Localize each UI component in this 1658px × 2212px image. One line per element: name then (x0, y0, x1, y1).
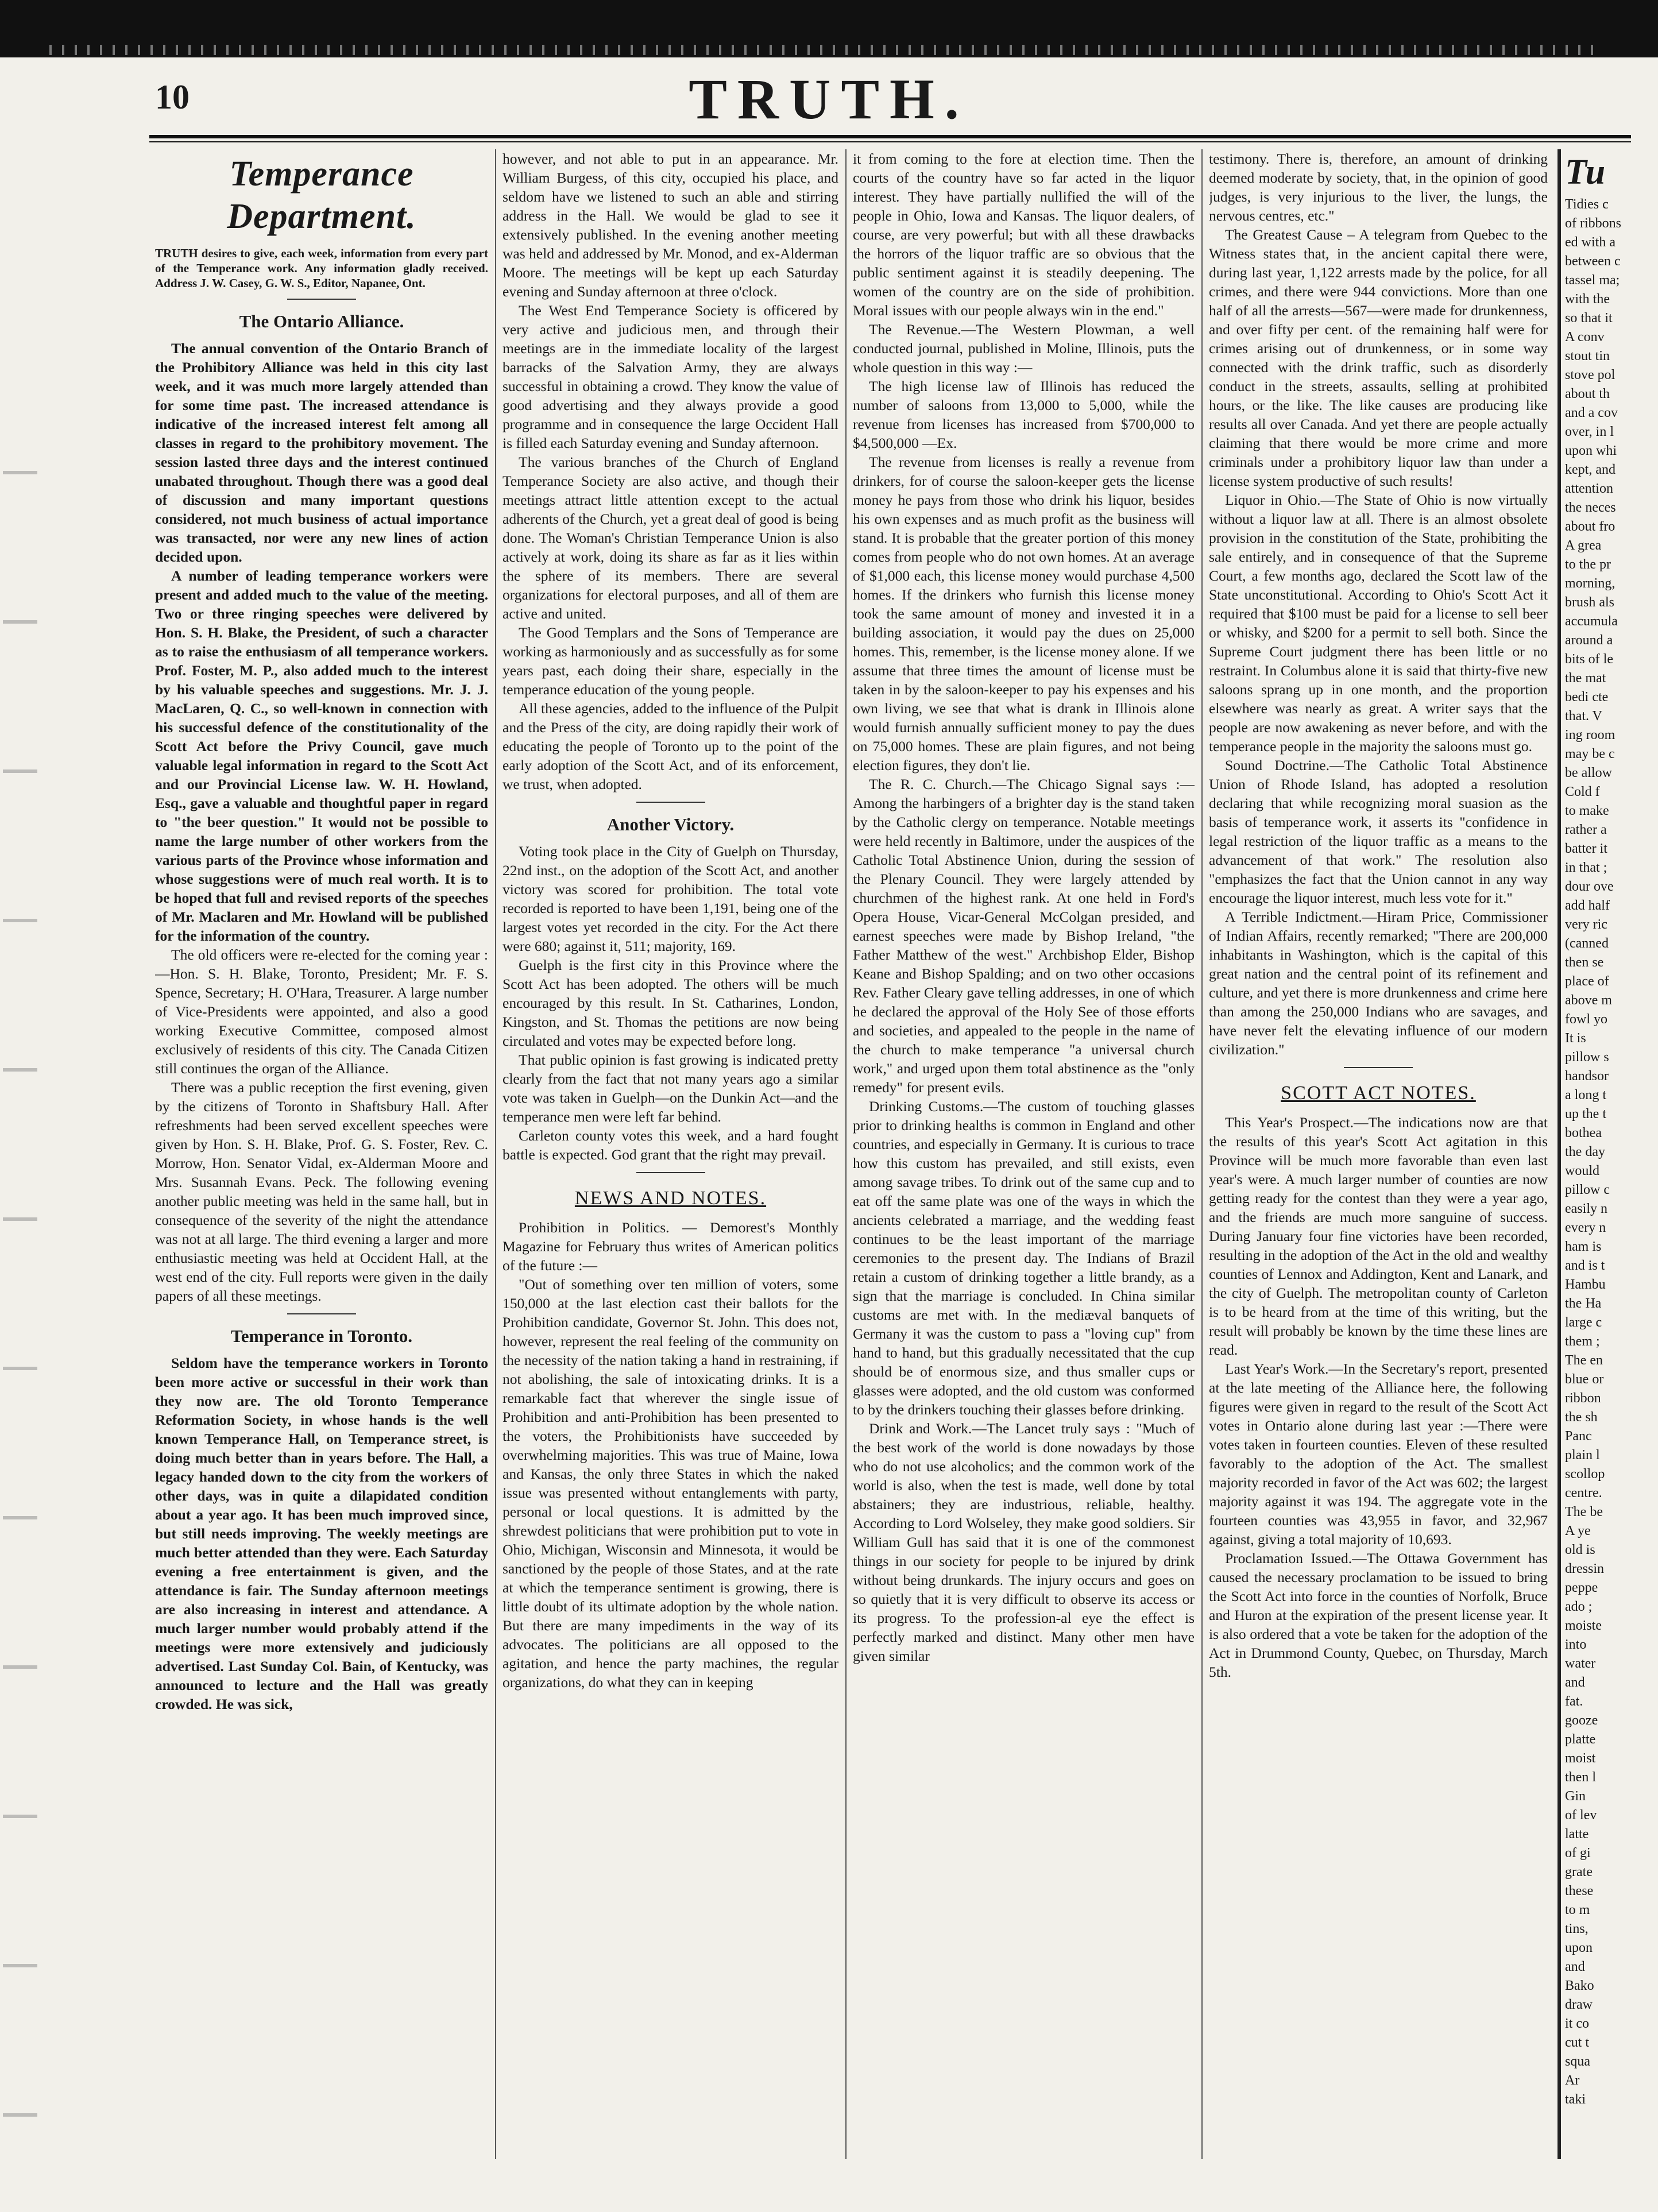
cutoff-line-fragment: add half (1565, 898, 1610, 913)
cutoff-line-fragment: with the (1565, 292, 1610, 307)
cutoff-line-fragment: then l (1565, 1770, 1596, 1785)
cutoff-line-fragment: bits of le (1565, 652, 1613, 667)
cutoff-line-fragment: bedi cte (1565, 690, 1609, 705)
column-divider (1201, 149, 1203, 2159)
cutoff-line-fragment: pillow c (1565, 1182, 1610, 1197)
paragraph: The Greatest Cause – A telegram from Quebec to the Witness states that, in the ancient capital there were, during last year, 1,122 arrests made by the police, for all crimes, and there were 944 convictions. More than one half of all the arrests—567—were made for drunkenness, and over fifty per cent. of the remaining half were for crimes arising out of drunkenness, or in some way connected with the drink traffic, such as disorderly conduct in the streets, assaults, selling at prohibited hours, or the like. The like causes are producing like results all over Canada. And yet there are people actually claiming that there would be more crime and more criminals under a prohibitory liquor law than under a license system productive of such results! (1209, 226, 1548, 489)
cutoff-line-fragment: taki (1565, 2092, 1586, 2107)
cutoff-line-fragment: fat. (1565, 1694, 1583, 1709)
cutoff-line-fragment: The en (1565, 1353, 1603, 1368)
cutoff-line-fragment: to make (1565, 803, 1609, 818)
paragraph: A number of leading temperance workers were present and added much to the value of the meeting. Two or three ringing speeches were delivered by Hon. S. H. Blake, the President, of such a character as to raise the enthusiasm of all temperance workers. Prof. Foster, M. P., also added much to the interest by his valuable speeches and suggestions. Mr. J. J. MacLaren, Q. C., so well-known in connection with his successful defence of the constitutionality of the Scott Act before the Privy Council, gave much valuable legal information in regard to the Scott Act and our Provincial License law. W. H. Howland, Esq., gave a valuable and thoughtful paper in regard to "the beer question." It would not be possible to name the large number of other workers from the various parts of the Province whose information and whose suggestions were of much real worth. It is to be hoped that full and revised reports of the speeches of Mr. Maclaren and Mr. Howland will be published for the information of the country. (155, 567, 488, 944)
page-number: 10 (155, 78, 190, 116)
paragraph: testimony. There is, therefore, an amount of drinking deemed moderate by society, that, in the opinion of good judges, is very injurious to the liver, the lungs, the nervous centres, etc." (1209, 150, 1548, 224)
cutoff-line-fragment: peppe (1565, 1580, 1598, 1595)
cutoff-line-fragment: gooze (1565, 1713, 1598, 1728)
cutoff-line-fragment: upon whi (1565, 443, 1617, 458)
cutoff-line-fragment: brush als (1565, 595, 1614, 610)
cutoff-heading-fragment: Tu (1565, 153, 1606, 192)
cutoff-line-fragment: dour ove (1565, 879, 1614, 894)
section-heading (503, 1186, 838, 1211)
column-1 (155, 149, 488, 2165)
department-title: Temperance Department. (227, 154, 416, 236)
cutoff-line-fragment: of lev (1565, 1808, 1597, 1823)
cutoff-line-fragment: fowl yo (1565, 1012, 1607, 1027)
cutoff-line-fragment: these (1565, 1884, 1594, 1898)
cutoff-line-fragment: every n (1565, 1220, 1606, 1235)
separator (636, 802, 705, 803)
cutoff-line-fragment: Hambu (1565, 1277, 1606, 1292)
paragraph: The Revenue.—The Western Plowman, a well conducted journal, published in Moline, Illinois, puts the whole question in this way :— (853, 321, 1195, 376)
cutoff-line-fragment: latte (1565, 1827, 1589, 1842)
cutoff-line-fragment: squa (1565, 2054, 1590, 2069)
cutoff-line-fragment: would (1565, 1163, 1599, 1178)
column-2 (503, 149, 838, 2165)
cutoff-line-fragment: Bako (1565, 1978, 1594, 1993)
cutoff-line-fragment: stout tin (1565, 349, 1610, 363)
cutoff-line-fragment: Gin (1565, 1789, 1586, 1804)
cutoff-line-fragment: very ric (1565, 917, 1607, 932)
article-heading: The Ontario Alliance. (239, 311, 404, 331)
cutoff-line-fragment: then se (1565, 955, 1604, 970)
article-heading: Another Victory. (606, 814, 735, 834)
page-gutter-bar (1557, 149, 1561, 2159)
cutoff-line-fragment: above m (1565, 993, 1612, 1008)
paragraph: The annual convention of the Ontario Branch of the Prohibitory Alliance was held in this city last week, and it was much more largely attended than for some time past. The increased attendance is indicative of the increased interest felt among all classes in regard to the prohibitory movement. The session lasted three days and the interest continued unabated throughout. Though there was a good deal of discussion and many important questions considered, not much business of actual importance was transacted, nor were any new lines of action decided upon. (155, 340, 488, 565)
cutoff-line-fragment: pillow s (1565, 1050, 1609, 1065)
cutoff-line-fragment: morning, (1565, 576, 1616, 591)
cutoff-line-fragment: the neces (1565, 500, 1616, 515)
separator (287, 1313, 356, 1314)
masthead-title: TRUTH. (689, 67, 969, 131)
cutoff-line-fragment: that. V (1565, 709, 1602, 724)
cutoff-line-fragment: of ribbons (1565, 216, 1621, 231)
cutoff-line-fragment: kept, and (1565, 462, 1616, 477)
paragraph: The various branches of the Church of England Temperance Society are also active, and though their meetings attract little attention except to the actual adherents of the Church, yet a great deal of good is being done. The Woman's Christian Temperance Union is also actively at work, doing its share as far as it lies within the sphere of its members. There are several organizations for electoral purposes, and all of them are active and united. (503, 454, 838, 622)
separator (1344, 1067, 1413, 1068)
cutoff-line-fragment: A ye (1565, 1523, 1591, 1538)
cutoff-line-fragment: Panc (1565, 1429, 1592, 1444)
cutoff-line-fragment: to m (1565, 1902, 1590, 1917)
cutoff-line-fragment: of gi (1565, 1846, 1591, 1861)
paragraph: Last Year's Work.—In the Secretary's report, presented at the late meeting of the Alliance here, the following figures were given in regard to the result of the Scott Act votes in Ontario alone during last year :—There were votes taken in fourteen counties. Eleven of these resulted favorably to the adoption of the Act. The smallest majority recorded in favor of the Act was 602; the largest majority against it was 194. The aggregate vote in the fourteen counties was 43,955 in favor, and 32,967 against, giving a total majority of 10,693. (1209, 1360, 1548, 1548)
cutoff-line-fragment: A grea (1565, 538, 1602, 553)
section-heading (1209, 1081, 1548, 1106)
scan-left-edge (3, 402, 37, 2125)
cutoff-line-fragment: into (1565, 1637, 1587, 1652)
paragraph: Prohibition in Politics. — Demorest's Monthly Magazine for February thus writes of American politics of the future :— (503, 1219, 838, 1274)
cutoff-line-fragment: handsor (1565, 1069, 1609, 1084)
paragraph: All these agencies, added to the influence of the Pulpit and the Press of the city, are doing rapidly their work of educating the people of Toronto up to the point of the early adoption of the Scott Act, and of its enforcement, we trust, when adopted. (503, 700, 838, 792)
cutoff-line-fragment: ham is (1565, 1239, 1602, 1254)
cutoff-line-fragment: upon (1565, 1940, 1593, 1955)
paragraph: Drinking Customs.—The custom of touching glasses prior to drinking healths is common in England and other countries, and especially in Germany. It is curious to trace how this custom has prevailed, and still exists, even among savage tribes. To drink out of the same cup and to eat off the same plate was one of the ways in which the ancients celebrated a marriage, and the wedding feast continues to be the least important of the marriage ceremonies to the present day. The Indians of Brazil retain a custom of drinking together a little brandy, as a sign that the marriage is concluded. In China similar customs are met with. In the mediæval banquets of Germany it was the custom to pass a "loving cup" from hand to hand, but this gradually necessitated that the cup should be of enormous size, and thus smaller cups or glasses were adopted, and the old custom was conformed to by the drinkers touching their glasses before drinking. (853, 1098, 1195, 1418)
cutoff-line-fragment: (canned (1565, 936, 1609, 951)
cutoff-line-fragment: scollop (1565, 1467, 1605, 1482)
paragraph: however, and not able to put in an appearance. Mr. William Burgess, of this city, occupied his place, and seldom have we listened to such an able and stirring address in the Hall. We would be glad to see it extensively published. In the evening another meeting was held and addressed by Mr. Monod, and ex-Alderman Moore. The meetings will be kept up each Saturday evening and Sunday afternoon at three o'clock. (503, 150, 838, 300)
cutoff-line-fragment: the sh (1565, 1410, 1598, 1425)
cutoff-line-fragment: stove pol (1565, 368, 1616, 382)
cutoff-line-fragment: dressin (1565, 1561, 1604, 1576)
cutoff-line-fragment: cut t (1565, 2035, 1589, 2050)
cutoff-line-fragment: attention (1565, 481, 1613, 496)
cutoff-line-fragment: and a cov (1565, 405, 1618, 420)
column-4 (1209, 149, 1548, 2165)
scan-top-band (0, 0, 1658, 57)
paragraph: That public opinion is fast growing is indicated pretty clearly from the fact that not many years ago a similar vote was taken in Guelph—on the Dunkin Act—and the temperance men were left far behind. (503, 1051, 838, 1125)
paragraph: A Terrible Indictment.—Hiram Price, Commissioner of Indian Affairs, recently remarked; "There are 200,000 inhabitants in Washington, which is the capital of this great nation and the central point of its refinement and culture, and yet there is more drunkenness and crime here than among the 250,000 Indians who are savages, and have never felt the elevating influence of our modern civilization." (1209, 908, 1548, 1058)
cutoff-line-fragment: over, in l (1565, 424, 1614, 439)
paragraph: The revenue from licenses is really a revenue from drinkers, for of course the saloon-keeper gets the license money he pays from those who drink his liquor, besides his own expenses and as much profit as the business will stand. It is probable that the greater portion of this money comes from people who do not own homes. At an average of $1,000 each, this license money would purchase 4,500 homes. If the drinkers who furnish this license money took the same amount of money and invested it in a building association, it would pay the dues on 25,000 homes. This, remember, is the license money alone. If we assume that three times the amount of license must be taken in by the saloon-keeper to pay his expenses and his own living, we see that what is drank in Illinois alone would furnish annually sufficient money to pay the dues on 75,000 homes. These are plain figures, and not being election figures, they don't lie. (853, 454, 1195, 774)
column-3 (853, 149, 1195, 2165)
paragraph: The West End Temperance Society is officered by very active and judicious men, and through their meetings are in the immediate locality of the largest barracks of the Salvation Army, they are always successful in obtaining a crowd. They know the value of good advertising and they always provide a good programme and in consequence the large Occident Hall is filled each Saturday evening and Sunday afternoon. (503, 302, 838, 451)
cutoff-line-fragment: The be (1565, 1505, 1603, 1519)
cutoff-line-fragment: bothea (1565, 1126, 1602, 1140)
cutoff-line-fragment: large c (1565, 1315, 1602, 1330)
masthead-rule (149, 135, 1631, 138)
cutoff-line-fragment: centre. (1565, 1486, 1602, 1501)
cutoff-line-fragment: accumula (1565, 614, 1618, 629)
cutoff-line-fragment: the Ha (1565, 1296, 1602, 1311)
cutoff-line-fragment: moist (1565, 1751, 1596, 1766)
cutoff-line-fragment: old is (1565, 1542, 1595, 1557)
cutoff-line-fragment: It is (1565, 1031, 1586, 1046)
paragraph: Voting took place in the City of Guelph on Thursday, 22nd inst., on the adoption of the Scott Act, and another victory was scored for prohibition. The total vote recorded is reported to have been 1,191, being one of the largest votes yet recorded in the city. For the Act there were 680; against it, 511; majority, 169. (503, 843, 838, 954)
department-note: TRUTH desires to give, each week, information from every part of the Temperance work. Any information gladly received. Address J. W. Casey, G. W. S., Editor, Napanee, Ont. (155, 246, 488, 290)
cutoff-line-fragment: water (1565, 1656, 1596, 1671)
cutoff-line-fragment: and (1565, 1675, 1585, 1690)
cutoff-line-fragment: rather a (1565, 822, 1607, 837)
section-heading-text: SCOTT ACT NOTES. (1281, 1082, 1476, 1104)
paragraph: Liquor in Ohio.—The State of Ohio is now virtually without a liquor law at all. There is an almost obsolete provision in the constitution of the State, prohibiting the sale entirely, and in consequence of that the Supreme Court, a few months ago, declared the Scott law of the State unconstitutional. According to Ohio's Scott Act it required that $100 must be paid for a license to sell beer or whisky, and $200 for a permit to sell both. Since the Supreme Court judgment there has been little or no restraint. In Columbus alone it is said that thirty-five new saloons sprang up in one month, and the proportion elsewhere was nearly as great. A writer says that the people are now awakening as never before, and with the temperance people in the majority the saloons must go. (1209, 492, 1548, 755)
cutoff-line-fragment: about th (1565, 386, 1610, 401)
cutoff-line-fragment: ado ; (1565, 1599, 1593, 1614)
paragraph: Seldom have the temperance workers in Toronto been more active or successful in their work than they now are. The old Toronto Temperance Reformation Society, in whose hands is the well known Temperance Hall, on Temperance street, is doing much better than in years before. The Hall, a legacy handed down to the city from the workers of other days, was in quite a dilapidated condition about a year ago. It has been much improved since, but still needs improving. The weekly meetings are much better attended than they were. Each Saturday evening a free entertainment is given, and the attendance is fair. The Sunday afternoon meetings are also increasing in interest and attendance. A much larger number would probably attend if the meetings were more extensively and judiciously advertised. Last Sunday Col. Bain, of Kentucky, was announced to lecture and the Hall was greatly crowded. He was sick, (155, 1355, 488, 1712)
cutoff-line-fragment: Cold f (1565, 784, 1600, 799)
cutoff-line-fragment: be allow (1565, 765, 1612, 780)
cutoff-line-fragment: A conv (1565, 330, 1605, 345)
paragraph: Proclamation Issued.—The Ottawa Government has caused the necessary proclamation to be issued to bring the Scott Act into force in the counties of Norfolk, Bruce and Huron at the expiration of the present license year. It is also ordered that a vote be taken for the adoption of the Act in Drummond County, Quebec, on Thursday, March 5th. (1209, 1550, 1548, 1680)
section-heading-text: NEWS AND NOTES. (574, 1188, 767, 1209)
column-divider (495, 149, 496, 2159)
paragraph: "Out of something over ten million of voters, some 150,000 at the last election cast their ballots for the Prohibition candidate, Governor St. John. This does not, however, represent the real feeling of the community on the necessity of the nation taking a hand in restraining, if not abolishing, the sale of intoxicating drinks. It is a remarkable fact that wherever the single issue of Prohibition and anti-Prohibition has been presented to the voters, the Prohibitionists have succeeded by overwhelming majorities. This was true of Maine, Iowa and Kansas, the only three States in which the naked issue was presented without entanglements with party, personal or local questions. It is admitted by the shrewdest politicians that were prohibition put to vote in Ohio, Michigan, Wisconsin and Minnesota, it would be sanctioned by the people of those States, and at the rate at which the temperance sentiment is growing, there is little doubt of its ultimate adoption by the whole nation. But there are many impediments in the way of its advocates. The politicians are all opposed to the agitation, and hence the party machines, the regular organizations, do what they can in keeping (503, 1276, 838, 1691)
cutoff-line-fragment: ed with a (1565, 235, 1616, 250)
cutoff-line-fragment: and (1565, 1959, 1585, 1974)
separator (287, 299, 356, 300)
cutoff-line-fragment: it co (1565, 2016, 1589, 2031)
cutoff-line-fragment: plain l (1565, 1448, 1600, 1463)
paragraph: The R. C. Church.—The Chicago Signal says :—Among the harbingers of a brighter day is the stand taken by the Catholic clergy on temperance. Notable meetings were held recently in Baltimore, under the auspices of the Catholic Total Abstinence Union, during the session of the Plenary Council. They were largely attended by churchmen of the highest rank. At one held in Ford's Opera House, Vicar-General McColgan presided, and earnest speeches were made by Bishop Ireland, "the Father Matthew of the west." Archbishop Elder, Bishop Keane and Bishop Spalding; and on two other occasions Rev. Father Cleary gave telling addresses, in one of which he declared the approval of the Holy See of those efforts and societies, and appealed to the people in the name of the church to make temperance "a universal church work," and urged upon them total abstinence as the "only remedy" for present evils. (853, 776, 1195, 1096)
cutoff-line-fragment: blue or (1565, 1372, 1604, 1387)
paragraph: Carleton county votes this week, and a hard fought battle is expected. God grant that the right may prevail. (503, 1127, 838, 1163)
cutoff-line-fragment: around a (1565, 633, 1613, 648)
cutoff-line-fragment: may be c (1565, 747, 1615, 761)
cutoff-line-fragment: tins, (1565, 1921, 1589, 1936)
cutoff-line-fragment: and is t (1565, 1258, 1605, 1273)
paragraph: The Good Templars and the Sons of Temperance are working as harmoniously and as successfully as for some years past, each doing their share, especially in the temperance education of the young people. (503, 624, 838, 698)
cutoff-line-fragment: ribbon (1565, 1391, 1601, 1406)
cutoff-line-fragment: place of (1565, 974, 1609, 989)
masthead-rule-thin (149, 141, 1631, 142)
column-divider (845, 149, 847, 2159)
cutoff-line-fragment: to the pr (1565, 557, 1611, 572)
cutoff-line-fragment: the mat (1565, 671, 1606, 686)
paragraph: Drink and Work.—The Lancet truly says : "Much of the best work of the world is done nowadays by those who do not use alcoholics; and the common work of the world is also, when the test is made, well done by total abstainers; they are industrious, reliable, healthy. According to Lord Wolseley, they make good soldiers. Sir William Gull has said that it is one of the commonest things in our society for people to be injured by drink without being drunkards. The injury occurs and goes on so quietly that it is very difficult to observe its access or its progress. To the profession-al eye the effect is perfectly marked and distinct. Many other men have given similar (853, 1420, 1195, 1664)
cutoff-line-fragment: a long t (1565, 1088, 1606, 1103)
cutoff-line-fragment: about fro (1565, 519, 1616, 534)
cutoff-line-fragment: between c (1565, 254, 1621, 269)
cutoff-line-fragment: them ; (1565, 1334, 1600, 1349)
cutoff-line-fragment: grate (1565, 1865, 1593, 1880)
paragraph: This Year's Prospect.—The indications now are that the results of this year's Scott Act agitation in this Province will be much more favorable than even last year's were. A much larger number of counties are now getting ready for the contest than they were a year ago, and the friends are much more sanguine of success. During January four fine victories have been recorded, resulting in the adoption of the Act in the old and wealthy counties of Lennox and Addington, Kent and Lanark, and the city of Guelph. The metropolitan county of Carleton is to be heard from at the time of this writing, but the result will probably be known by the time these lines are read. (1209, 1114, 1548, 1358)
cutoff-line-fragment: batter it (1565, 841, 1607, 856)
cutoff-line-fragment: in that ; (1565, 860, 1607, 875)
column-5-cutoff (1565, 149, 1658, 2165)
paragraph: There was a public reception the first evening, given by the citizens of Toronto in Shaftsbury Hall. After refreshments had been served excellent speeches were given by Hon. S. H. Blake, Prof. G. S. Foster, Rev. C. Morrow, Hon. Senator Vidal, ex-Alderman Moore and Mrs. Susannah Evans. Peck. The following evening another public meeting was held in the same hall, but in consequence of the severity of the night the attendance was not at all large. The third evening a larger and more enthusiastic meeting was held at Occident Hall, at the west end of the city. Full reports were given in the daily papers of all these meetings. (155, 1079, 488, 1304)
paragraph: The old officers were re-elected for the coming year :—Hon. S. H. Blake, Toronto, President; Mr. F. S. Spence, Secretary; H. O'Hara, Treasurer. A large number of Vice-Presidents were appointed, and also a good working Executive Committee, composed almost exclusively of residents of this city. The Canada Citizen still continues the organ of the Alliance. (155, 946, 488, 1077)
article-heading: Temperance in Toronto. (230, 1326, 413, 1346)
cutoff-line-fragment: ing room (1565, 728, 1616, 743)
cutoff-line-fragment: so that it (1565, 311, 1613, 326)
cutoff-line-fragment: up the t (1565, 1107, 1606, 1122)
separator (636, 1172, 705, 1173)
cutoff-line-fragment: Ar (1565, 2073, 1580, 2088)
cutoff-line-fragment: Tidies c (1565, 197, 1609, 212)
paragraph: The high license law of Illinois has reduced the number of saloons from 13,000 to 5,000, while the revenue from licenses has increased from $700,000 to $4,500,000 —Ex. (853, 378, 1195, 451)
paragraph: Guelph is the first city in this Province where the Scott Act has been adopted. The others will be much encouraged by this result. In St. Catharines, London, Kingston, and St. Thomas the petitions are now being circulated and votes may be expected before long. (503, 957, 838, 1049)
cutoff-line-fragment: tassel ma; (1565, 273, 1620, 288)
cutoff-line-fragment: the day (1565, 1144, 1605, 1159)
cutoff-line-fragment: platte (1565, 1732, 1596, 1747)
cutoff-line-fragment: easily n (1565, 1201, 1607, 1216)
cutoff-line-fragment: moiste (1565, 1618, 1602, 1633)
cutoff-line-fragment: draw (1565, 1997, 1593, 2012)
paragraph: Sound Doctrine.—The Catholic Total Abstinence Union of Rhode Island, has adopted a resolution declaring that while recognizing moral suasion as the basis of temperance work, it asserts its "confidence in legal restriction of the liquor traffic as a means to the advancement of that work." The resolution also "emphasizes the fact that the Union cannot in any way encourage the liquor interest, much less vote for it." (1209, 757, 1548, 906)
paragraph: it from coming to the fore at election time. Then the courts of the country have so far acted in the liquor interest. They have partially nullified the will of the people in Ohio, Iowa and Kansas. The liquor dealers, of course, are very powerful; but with all these drawbacks the horrors of the liquor traffic are so obvious that the public sentiment against it is steadily deepening. The women of the country are on the side of prohibition. Moral issues with our people always win in the end." (853, 150, 1195, 319)
